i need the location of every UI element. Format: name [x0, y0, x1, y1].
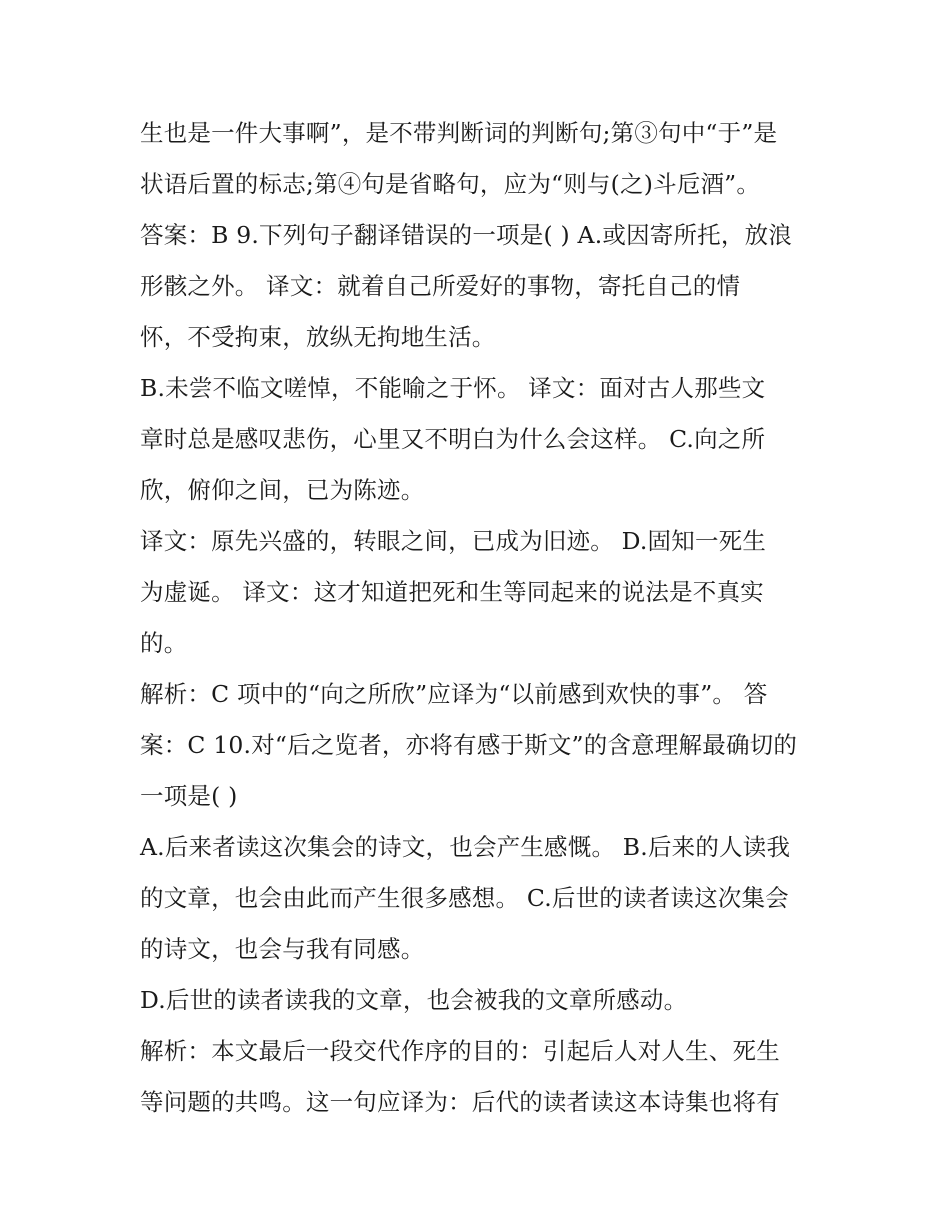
text-line: 译文：原先兴盛的，转眼之间，已成为旧迹。 D.固知一死生 [140, 527, 767, 555]
text-line: 章时总是感叹悲伤，心里又不明白为什么会这样。 C.向之所 [140, 425, 766, 453]
text-line: 的诗文，也会与我有同感。 [140, 935, 425, 963]
text-line: 生也是一件大事啊”，是不带判断词的判断句;第③句中“于”是 [140, 119, 778, 147]
text-line: 状语后置的标志;第④句是省略句，应为“则与(之)斗卮酒”。 [140, 170, 761, 198]
text-line: 等问题的共鸣。这一句应译为：后代的读者读这本诗集也将有 [140, 1088, 780, 1116]
text-line: B.未尝不临文嗟悼，不能喻之于怀。 译文：面对古人那些文 [140, 374, 766, 402]
text-line: 一项是( ) [140, 782, 238, 810]
text-line: 形骸之外。 译文：就着自己所爱好的事物，寄托自己的情 [140, 272, 741, 300]
text-line: D.后世的读者读我的文章，也会被我的文章所感动。 [140, 986, 688, 1014]
text-line: 的。 [140, 629, 188, 657]
text-line: A.后来者读这次集会的诗文，也会产生感慨。 B.后来的人读我 [140, 833, 791, 861]
text-line: 案：C 10.对“后之览者，亦将有感于斯文”的含意理解最确切的 [140, 731, 798, 759]
text-line: 的文章，也会由此而产生很多感想。 C.后世的读者读这次集会 [140, 884, 789, 912]
text-line: 答案：B 9.下列句子翻译错误的一项是( ) A.或因寄所托，放浪 [140, 221, 792, 249]
document-body [140, 108, 820, 1128]
text-line: 解析：C 项中的“向之所欣”应译为“以前感到欢快的事”。 答 [140, 680, 768, 708]
text-line: 怀，不受拘束，放纵无拘地生活。 [140, 323, 496, 351]
text-line: 为虚诞。 译文：这才知道把死和生等同起来的说法是不真实 [140, 578, 764, 606]
text-line: 欣，俯仰之间，已为陈迹。 [140, 476, 425, 504]
text-line: 解析：本文最后一段交代作序的目的：引起后人对人生、死生 [140, 1037, 780, 1065]
